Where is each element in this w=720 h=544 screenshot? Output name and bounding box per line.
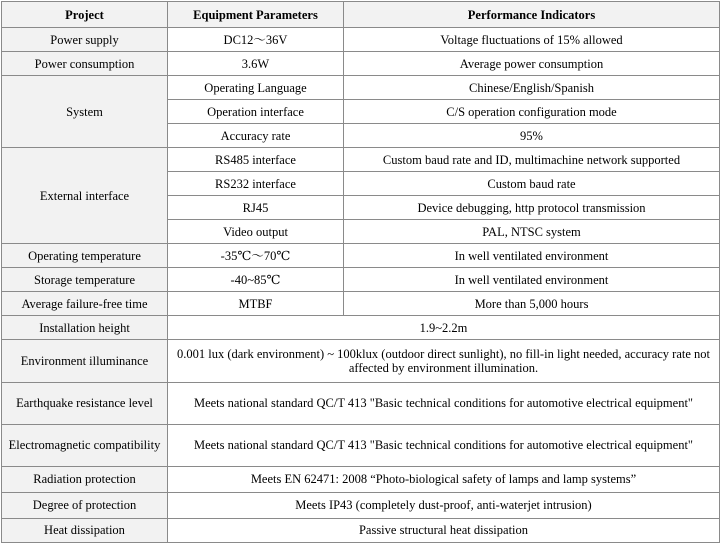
- project-cell: Operating temperature: [2, 244, 168, 268]
- project-cell: External interface: [2, 148, 168, 244]
- value-cell: Meets national standard QC/T 413 "Basic technical conditions for automotive electrical equipment": [168, 424, 720, 466]
- indicator-cell: C/S operation configuration mode: [344, 100, 720, 124]
- indicator-cell: Chinese/English/Spanish: [344, 76, 720, 100]
- project-cell: System: [2, 76, 168, 148]
- project-cell: Power consumption: [2, 52, 168, 76]
- table-row: [2, 424, 720, 466]
- header-performance-indicators: Performance Indicators: [344, 2, 720, 28]
- indicator-cell: Custom baud rate: [344, 172, 720, 196]
- project-cell: Average failure-free time: [2, 292, 168, 316]
- project-cell: Installation height: [2, 316, 168, 340]
- project-cell: Radiation protection: [2, 466, 168, 492]
- indicator-cell: Average power consumption: [344, 52, 720, 76]
- param-cell: Operation interface: [168, 100, 344, 124]
- table-row: [2, 148, 720, 172]
- table-row: [2, 518, 720, 542]
- param-cell: 3.6W: [168, 52, 344, 76]
- value-cell: 1.9~2.2m: [168, 316, 720, 340]
- param-cell: Video output: [168, 220, 344, 244]
- indicator-cell: In well ventilated environment: [344, 268, 720, 292]
- param-cell: Operating Language: [168, 76, 344, 100]
- indicator-cell: Voltage fluctuations of 15% allowed: [344, 28, 720, 52]
- indicator-cell: Device debugging, http protocol transmission: [344, 196, 720, 220]
- project-cell: Electromagnetic compatibility: [2, 424, 168, 466]
- table-row: [2, 292, 720, 316]
- project-cell: Power supply: [2, 28, 168, 52]
- indicator-cell: In well ventilated environment: [344, 244, 720, 268]
- header-equipment-parameters: Equipment Parameters: [168, 2, 344, 28]
- table-row: [2, 52, 720, 76]
- project-cell: Heat dissipation: [2, 518, 168, 542]
- value-cell: 0.001 lux (dark environment) ~ 100klux (outdoor direct sunlight), no fill-in light needed, accuracy rate not affected by environment illumination.: [168, 340, 720, 382]
- table-row: [2, 492, 720, 518]
- indicator-cell: 95%: [344, 124, 720, 148]
- project-cell: Earthquake resistance level: [2, 382, 168, 424]
- table-row: [2, 466, 720, 492]
- value-cell: Meets national standard QC/T 413 "Basic technical conditions for automotive electrical equipment": [168, 382, 720, 424]
- param-cell: DC12～36V: [168, 28, 344, 52]
- value-cell: Passive structural heat dissipation: [168, 518, 720, 542]
- indicator-cell: More than 5,000 hours: [344, 292, 720, 316]
- project-cell: Storage temperature: [2, 268, 168, 292]
- param-cell: RS232 interface: [168, 172, 344, 196]
- indicator-cell: PAL, NTSC system: [344, 220, 720, 244]
- param-cell: Accuracy rate: [168, 124, 344, 148]
- table-row: [2, 316, 720, 340]
- param-cell: RJ45: [168, 196, 344, 220]
- value-cell: Meets IP43 (completely dust-proof, anti-waterjet intrusion): [168, 492, 720, 518]
- table-row: [2, 76, 720, 100]
- value-cell: Meets EN 62471: 2008 “Photo-biological safety of lamps and lamp systems”: [168, 466, 720, 492]
- project-cell: Environment illuminance: [2, 340, 168, 382]
- param-cell: -35℃～70℃: [168, 244, 344, 268]
- param-cell: MTBF: [168, 292, 344, 316]
- indicator-cell: Custom baud rate and ID, multimachine network supported: [344, 148, 720, 172]
- param-cell: RS485 interface: [168, 148, 344, 172]
- table-row: [2, 268, 720, 292]
- header-project: Project: [2, 2, 168, 28]
- spec-table: [1, 1, 720, 543]
- table-row: [2, 244, 720, 268]
- project-cell: Degree of protection: [2, 492, 168, 518]
- table-row: [2, 382, 720, 424]
- table-row: [2, 340, 720, 382]
- param-cell: -40~85℃: [168, 268, 344, 292]
- table-row: [2, 28, 720, 52]
- header-row: [2, 2, 720, 28]
